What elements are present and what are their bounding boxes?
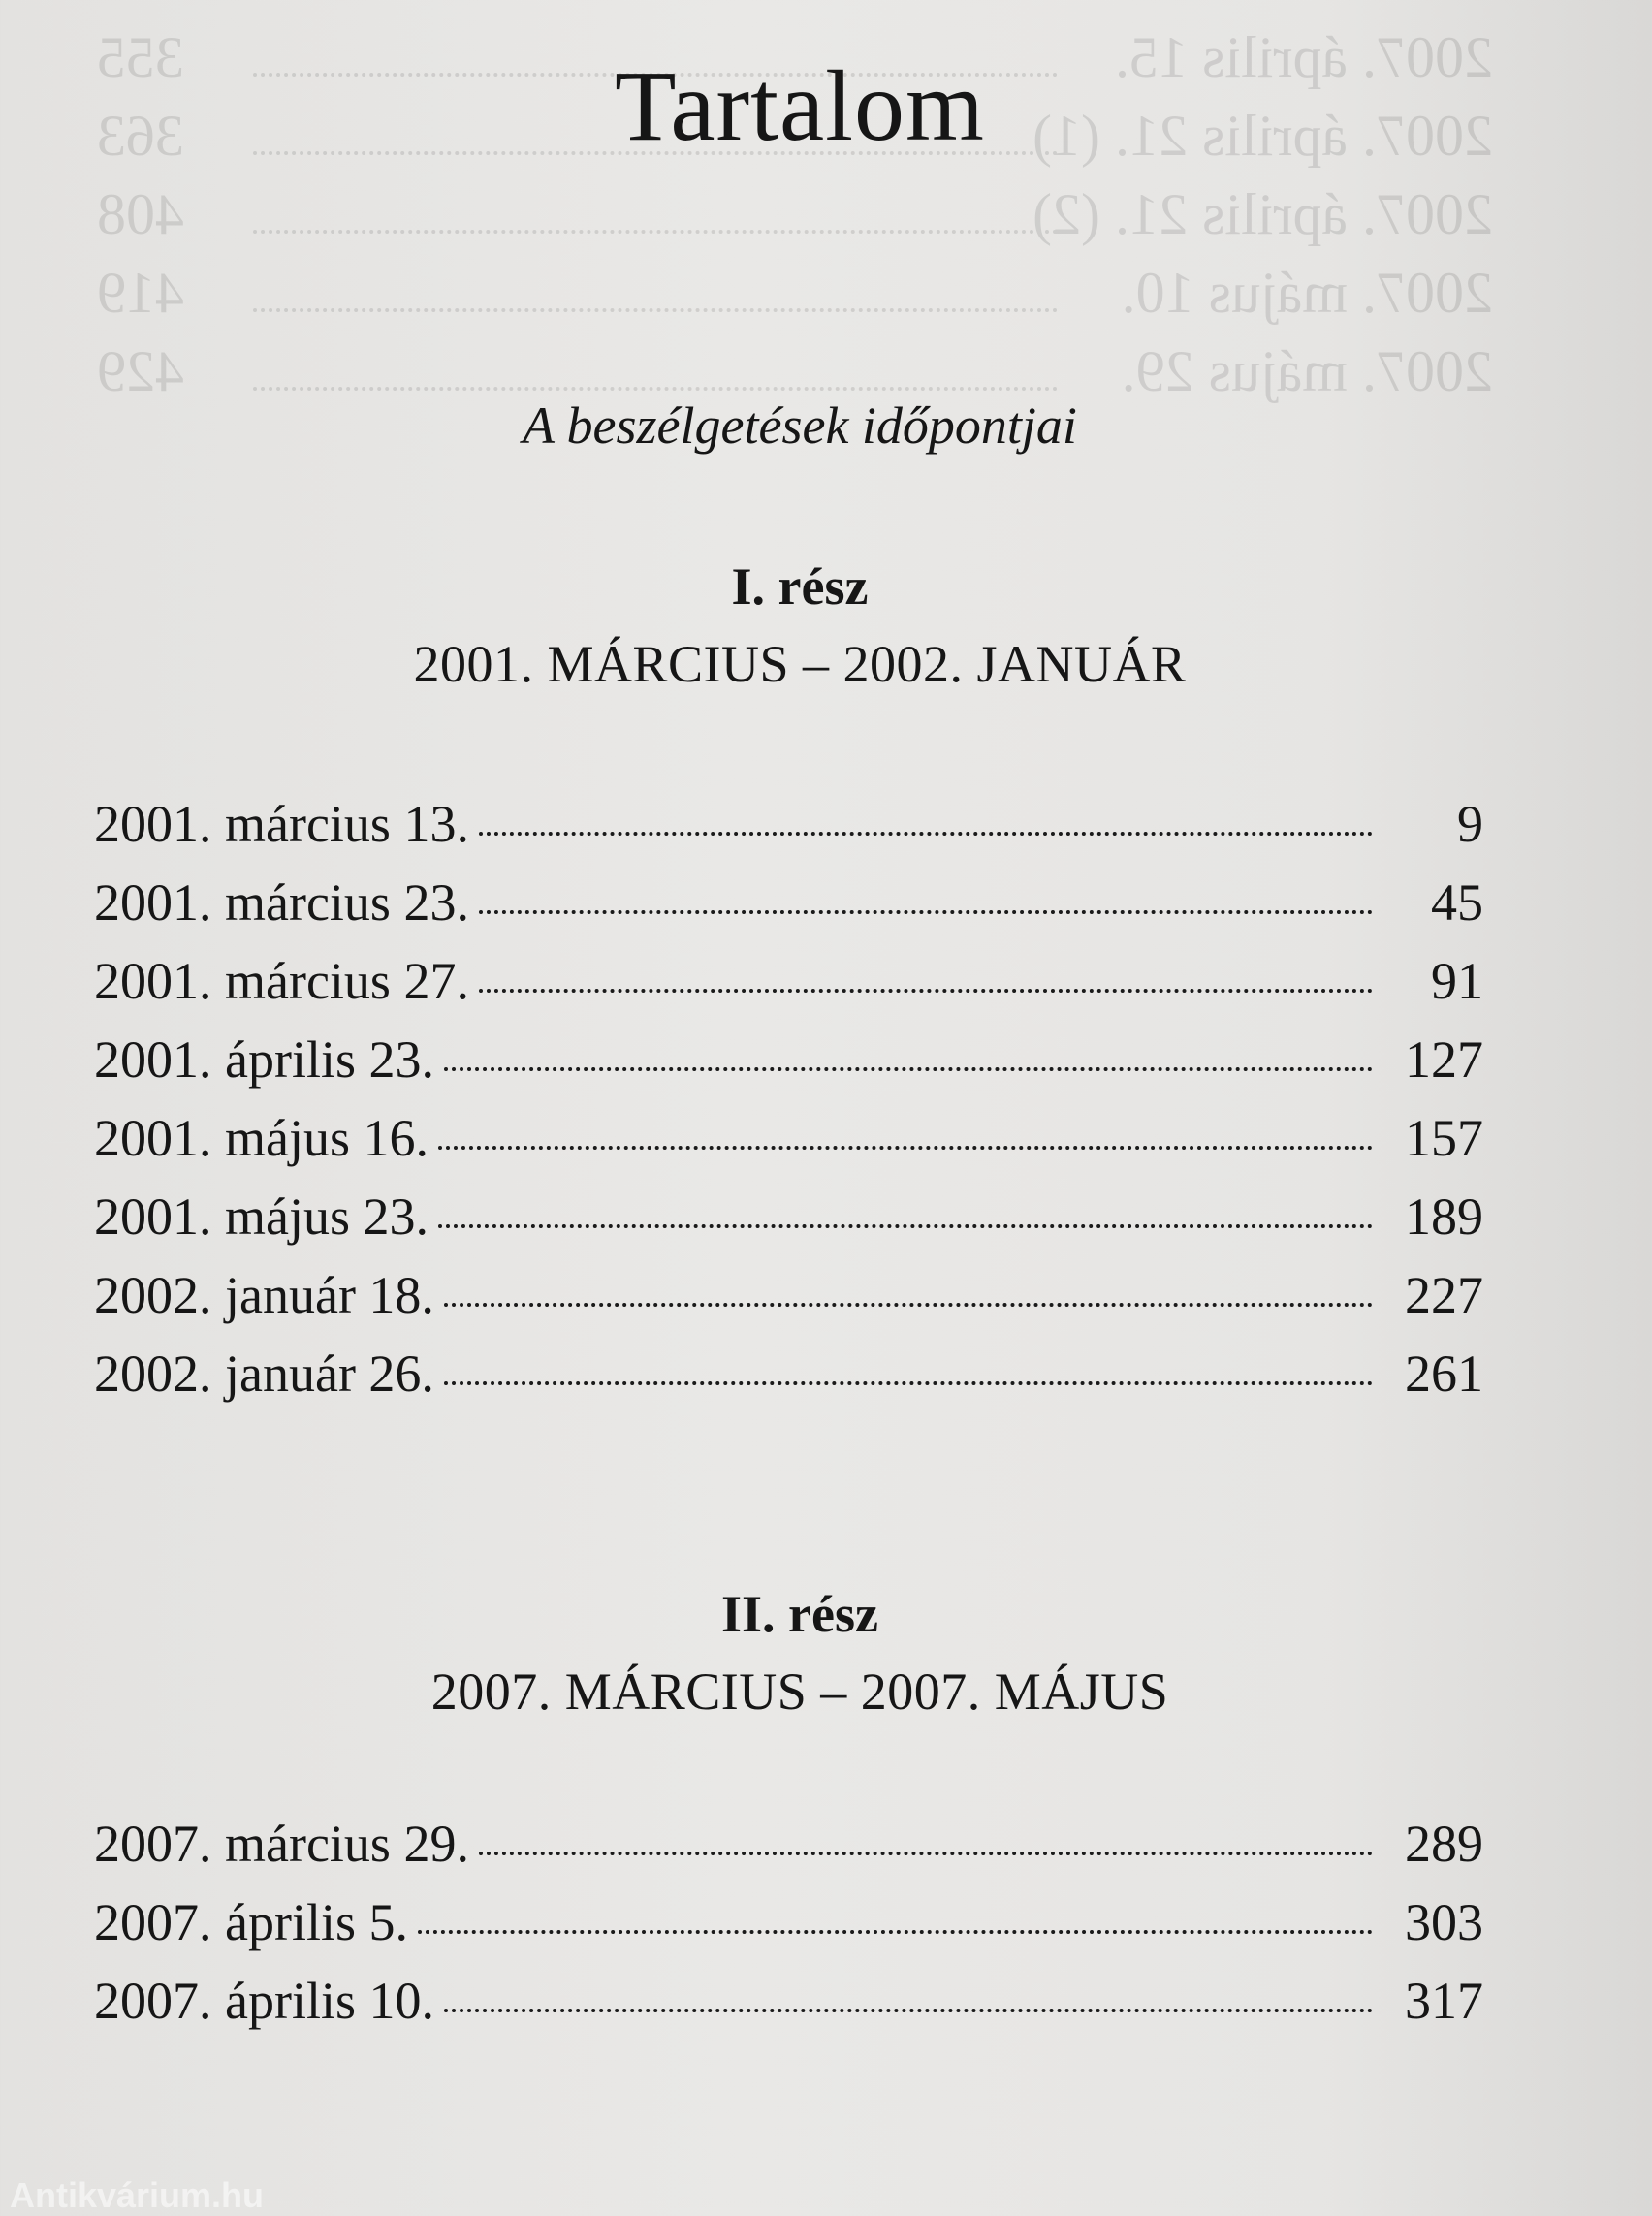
toc-entry-page: 289 — [1405, 1815, 1483, 1873]
toc-entry-page: 127 — [1405, 1030, 1483, 1089]
ghost-label: 2007. április 15. — [1115, 25, 1493, 89]
ghost-page: 355 — [97, 25, 184, 89]
ghost-leader — [252, 386, 1057, 391]
toc-entry[interactable] — [94, 864, 1483, 942]
ghost-page: 363 — [97, 104, 184, 168]
toc-entry-page: 91 — [1431, 952, 1483, 1010]
toc-entry-date: 2001. május 16. — [94, 1109, 429, 1167]
dot-leader — [479, 989, 1373, 993]
ghost-leader — [252, 307, 1057, 312]
part-1-heading: I. rész — [731, 557, 869, 616]
dot-leader — [479, 1852, 1373, 1855]
toc-entry[interactable] — [94, 1805, 1483, 1884]
toc-entry[interactable] — [94, 1256, 1483, 1335]
toc-entry[interactable] — [94, 785, 1483, 864]
dot-leader — [438, 1224, 1373, 1228]
dot-leader — [444, 2009, 1373, 2012]
dot-leader — [479, 910, 1373, 914]
toc-entry[interactable] — [94, 1178, 1483, 1256]
ghost-label: 2007. április 21. (1) — [1032, 104, 1493, 168]
dot-leader — [444, 1303, 1373, 1307]
part-1-toc-list — [94, 785, 1483, 1413]
dot-leader — [418, 1930, 1373, 1934]
toc-entry-page: 261 — [1405, 1345, 1483, 1403]
toc-entry[interactable] — [94, 1335, 1483, 1413]
toc-entry-date: 2001. március 27. — [94, 952, 469, 1010]
ghost-row — [97, 181, 1493, 260]
toc-entry-page: 317 — [1405, 1972, 1483, 2030]
toc-entry-date: 2001. március 13. — [94, 795, 469, 853]
toc-entry-page: 189 — [1405, 1187, 1483, 1246]
toc-entry-date: 2001. március 23. — [94, 873, 469, 932]
watermark: Antikvárium.hu — [10, 2175, 265, 2215]
toc-entry[interactable] — [94, 1962, 1483, 2041]
dot-leader — [444, 1067, 1373, 1071]
part-2-toc-list — [94, 1805, 1483, 2041]
part-2-date-range: 2007. MÁRCIUS – 2007. MÁJUS — [430, 1662, 1169, 1721]
toc-entry-page: 9 — [1457, 795, 1483, 853]
toc-entry[interactable] — [94, 1099, 1483, 1178]
part-1-date-range: 2001. MÁRCIUS – 2002. JANUÁR — [413, 635, 1187, 693]
toc-entry[interactable] — [94, 942, 1483, 1021]
ghost-label: 2007. május 10. — [1121, 261, 1493, 325]
toc-entry[interactable] — [94, 1884, 1483, 1962]
toc-entry-page: 303 — [1405, 1893, 1483, 1951]
toc-entry-date: 2007. március 29. — [94, 1815, 469, 1873]
ghost-label: 2007. május 29. — [1121, 339, 1493, 403]
subtitle: A beszélgetések időpontjai — [523, 396, 1077, 455]
dot-leader — [479, 832, 1373, 836]
toc-entry-page: 157 — [1405, 1109, 1483, 1167]
dot-leader — [444, 1381, 1373, 1385]
toc-entry-page: 45 — [1431, 873, 1483, 932]
ghost-page: 429 — [97, 339, 184, 403]
toc-entry-date: 2002. január 26. — [94, 1345, 434, 1403]
toc-entry[interactable] — [94, 1021, 1483, 1099]
toc-entry-date: 2007. április 10. — [94, 1972, 434, 2030]
toc-entry-date: 2007. április 5. — [94, 1893, 408, 1951]
toc-entry-date: 2001. május 23. — [94, 1187, 429, 1246]
toc-entry-date: 2001. április 23. — [94, 1030, 434, 1089]
ghost-page: 419 — [97, 261, 184, 325]
ghost-leader — [252, 229, 1057, 234]
page-title: Tartalom — [615, 50, 985, 162]
ghost-row — [97, 260, 1493, 338]
ghost-label: 2007. április 21. (2) — [1032, 182, 1493, 246]
toc-entry-date: 2002. január 18. — [94, 1266, 434, 1324]
toc-entry-page: 227 — [1405, 1266, 1483, 1324]
ghost-page: 408 — [97, 182, 184, 246]
part-2-heading: II. rész — [721, 1585, 878, 1643]
dot-leader — [438, 1146, 1373, 1150]
